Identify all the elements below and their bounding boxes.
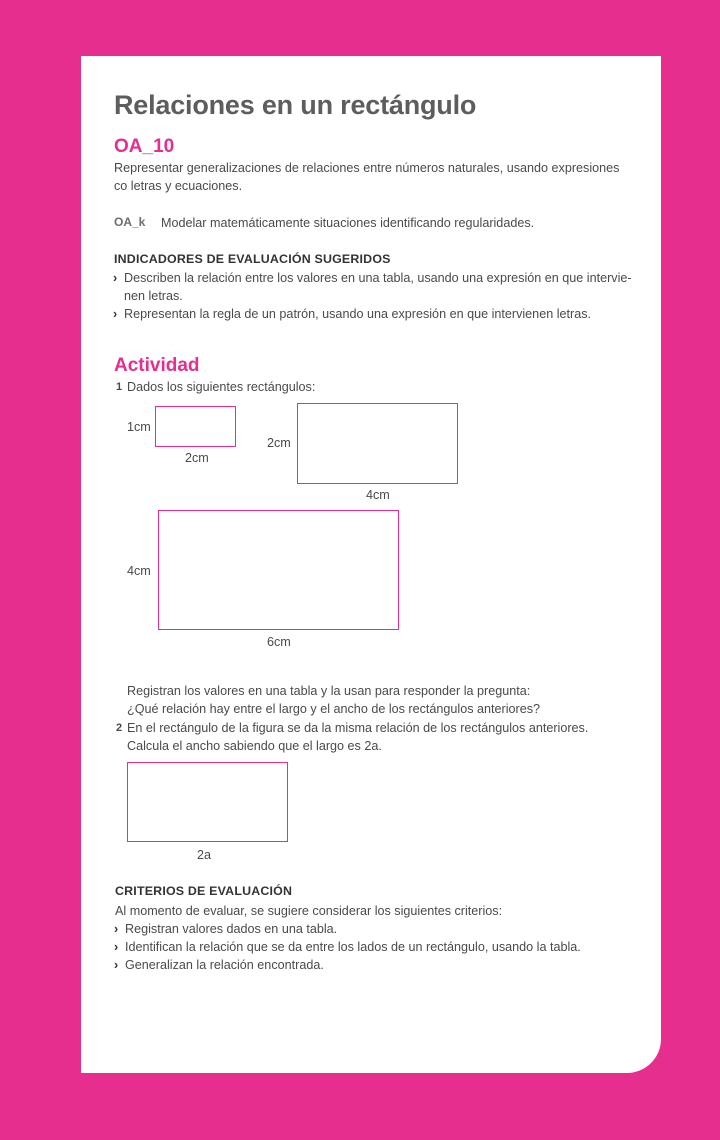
rect-2-width-label: 4cm xyxy=(366,488,390,502)
activity-heading: Actividad xyxy=(114,355,200,376)
list-item: › Generalizan la relación encontrada. xyxy=(114,958,324,972)
list-item: › Identifican la relación que se da entre los lados de un rectángulo, usando la tabla. xyxy=(114,940,581,954)
rect-q2 xyxy=(127,762,288,842)
indicators-heading: INDICADORES DE EVALUACIÓN SUGERIDOS xyxy=(114,252,391,266)
question-1-text: Dados los siguientes rectángulos: xyxy=(127,380,316,394)
indicators-list xyxy=(113,269,633,323)
rect-3-height-label: 4cm xyxy=(127,564,151,578)
list-item: › Registran valores dados en una tabla. xyxy=(114,922,338,936)
rect-2-height-label: 2cm xyxy=(267,436,291,450)
rect-1-height-label: 1cm xyxy=(127,420,151,434)
oa-k-code: OA_k xyxy=(114,215,146,229)
question-1-number: 1 xyxy=(116,381,123,393)
rect-q2-width-label: 2a xyxy=(197,848,212,862)
criteria-heading: CRITERIOS DE EVALUACIÓN xyxy=(115,884,293,898)
chevron-right-icon: › xyxy=(113,271,118,285)
page-title: Relaciones en un rectángulo xyxy=(114,90,477,120)
question-1-instructions: Registran los valores en una tabla y la usan para responder la pregunta: ¿Qué relación hay entre el largo y el ancho de los rectángulos anteriores? xyxy=(127,684,541,716)
chevron-right-icon: › xyxy=(114,958,119,972)
rect-1-width-label: 2cm xyxy=(185,451,209,465)
question-2-text: En el rectángulo de la figura se da la misma relación de los rectángulos anteriores. Calcula el ancho sabiendo que el largo es 2a. xyxy=(127,721,589,753)
oa-k-text: Modelar matemáticamente situaciones identificando regularidades. xyxy=(161,216,535,230)
question-2-number: 2 xyxy=(116,722,123,734)
objective-text: Representar generalizaciones de relaciones entre números naturales, usando expresiones co letras y ecuaciones. xyxy=(114,161,620,193)
rect-3 xyxy=(158,510,399,630)
criteria-intro: Al momento de evaluar, se sugiere considerar los siguientes criterios: xyxy=(115,904,503,918)
list-item: › Describen la relación entre los valores en una tabla, usando una expresión en que intervie-nen letras. xyxy=(113,271,632,303)
rect-3-width-label: 6cm xyxy=(267,635,291,649)
list-item: › Representan la regla de un patrón, usando una expresión en que intervienen letras. xyxy=(113,307,591,321)
criteria-list xyxy=(114,920,634,974)
document-card xyxy=(81,56,661,1073)
chevron-right-icon: › xyxy=(114,922,119,936)
rect-2 xyxy=(297,403,458,484)
objective-code: OA_10 xyxy=(114,136,175,157)
rect-1 xyxy=(155,406,236,447)
chevron-right-icon: › xyxy=(114,940,119,954)
chevron-right-icon: › xyxy=(113,307,118,321)
